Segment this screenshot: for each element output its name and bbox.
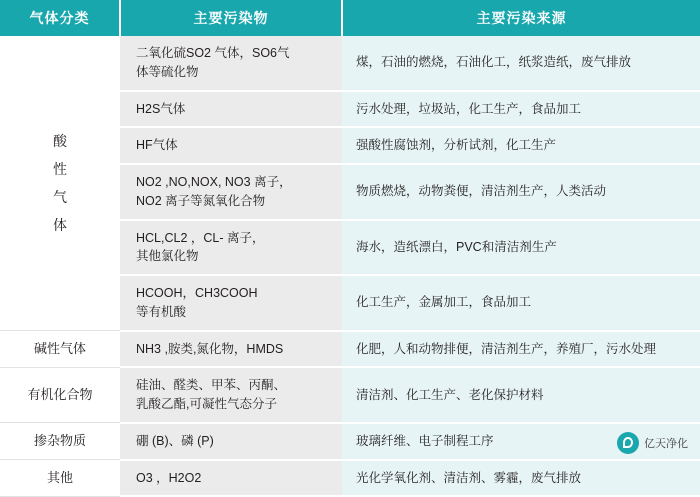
pollutant-line: HF气体 xyxy=(136,138,178,153)
category-cell-other: 其他 xyxy=(0,460,120,497)
leaf-logo-icon xyxy=(617,432,639,454)
pollutant-line: 硅油、醛类、甲苯、丙酮、 xyxy=(136,378,287,393)
table-row xyxy=(0,423,700,460)
pollutant-line: 硼 (B)、磷 (P) xyxy=(136,433,214,448)
table-header xyxy=(0,0,700,36)
source-cell: 化肥，人和动物排便，清洁剂生产，养殖厂，污水处理 xyxy=(342,331,700,368)
category-char-1: 酸 xyxy=(53,133,67,149)
pollutant-line: HCOOH，CH3COOH xyxy=(136,286,258,300)
table-row xyxy=(0,36,700,91)
table-row xyxy=(0,331,700,368)
pollutant-cell xyxy=(120,91,342,128)
pollutant-cell xyxy=(120,423,342,460)
pollutant-line: NO2 离子等氮氧化合物 xyxy=(136,193,266,208)
table-row xyxy=(0,367,700,423)
pollutant-cell xyxy=(120,164,342,220)
pollutant-cell xyxy=(120,127,342,164)
watermark xyxy=(613,429,692,457)
column-header-category: 气体分类 xyxy=(0,0,120,36)
pollutant-line: H2S气体 xyxy=(136,101,186,116)
watermark-text: 亿天净化 xyxy=(644,438,688,450)
pollutant-line: 其他氯化物 xyxy=(136,249,199,264)
table-row xyxy=(0,460,700,497)
pollutant-cell xyxy=(120,367,342,423)
pollutant-line: HCL,CL2 ，CL- 离子， xyxy=(136,230,265,245)
source-cell: 清洁剂、化工生产、老化保护材料 xyxy=(342,367,700,423)
source-cell: 光化学氧化剂、清洁剂、雾霾，废气排放 xyxy=(342,460,700,497)
table-body xyxy=(0,36,700,496)
pollutant-line: O3 ，H2O2 xyxy=(136,470,202,485)
column-header-pollutant: 主要污染物 xyxy=(120,0,342,36)
pollutant-cell xyxy=(120,331,342,368)
category-cell-acid xyxy=(0,36,120,331)
category-char-2: 性 xyxy=(53,161,67,177)
pollutant-line: 体等硫化物 xyxy=(136,64,199,79)
pollutant-cell xyxy=(120,460,342,497)
pollutant-line: NH3 ,胺类,氮化物，HMDS xyxy=(136,341,284,356)
source-cell: 污水处理，垃圾站，化工生产，食品加工 xyxy=(342,91,700,128)
pollutant-line: 二氧化硫SO2 气体，SO6气 xyxy=(136,46,290,60)
table-header-row xyxy=(0,0,700,36)
source-cell: 化工生产，金属加工，食品加工 xyxy=(342,275,700,331)
category-cell-alkaline: 碱性气体 xyxy=(0,331,120,368)
source-cell: 海水，造纸漂白，PVC和清洁剂生产 xyxy=(342,220,700,276)
pollutant-cell xyxy=(120,275,342,331)
category-char-3: 气 xyxy=(53,189,67,205)
pollutant-line: 乳酸乙酯,可凝性气态分子 xyxy=(136,397,277,411)
category-cell-organic: 有机化合物 xyxy=(0,367,120,423)
pollutant-cell xyxy=(120,220,342,276)
source-cell: 煤，石油的燃烧，石油化工，纸浆造纸，废气排放 xyxy=(342,36,700,91)
pollutant-line: 等有机酸 xyxy=(136,304,187,319)
source-cell: 物质燃烧，动物粪便，清洁剂生产，人类活动 xyxy=(342,164,700,220)
pollutant-cell xyxy=(120,36,342,91)
pollutant-line: NO2 ,NO,NOX, NO3 离子， xyxy=(136,175,292,189)
source-cell: 强酸性腐蚀剂，分析试剂，化工生产 xyxy=(342,127,700,164)
category-cell-dopant: 掺杂物质 xyxy=(0,423,120,460)
source-cell: 玻璃纤维、电子制程工序 xyxy=(342,423,700,460)
category-char-4: 体 xyxy=(53,217,67,233)
column-header-source: 主要污染来源 xyxy=(342,0,700,36)
